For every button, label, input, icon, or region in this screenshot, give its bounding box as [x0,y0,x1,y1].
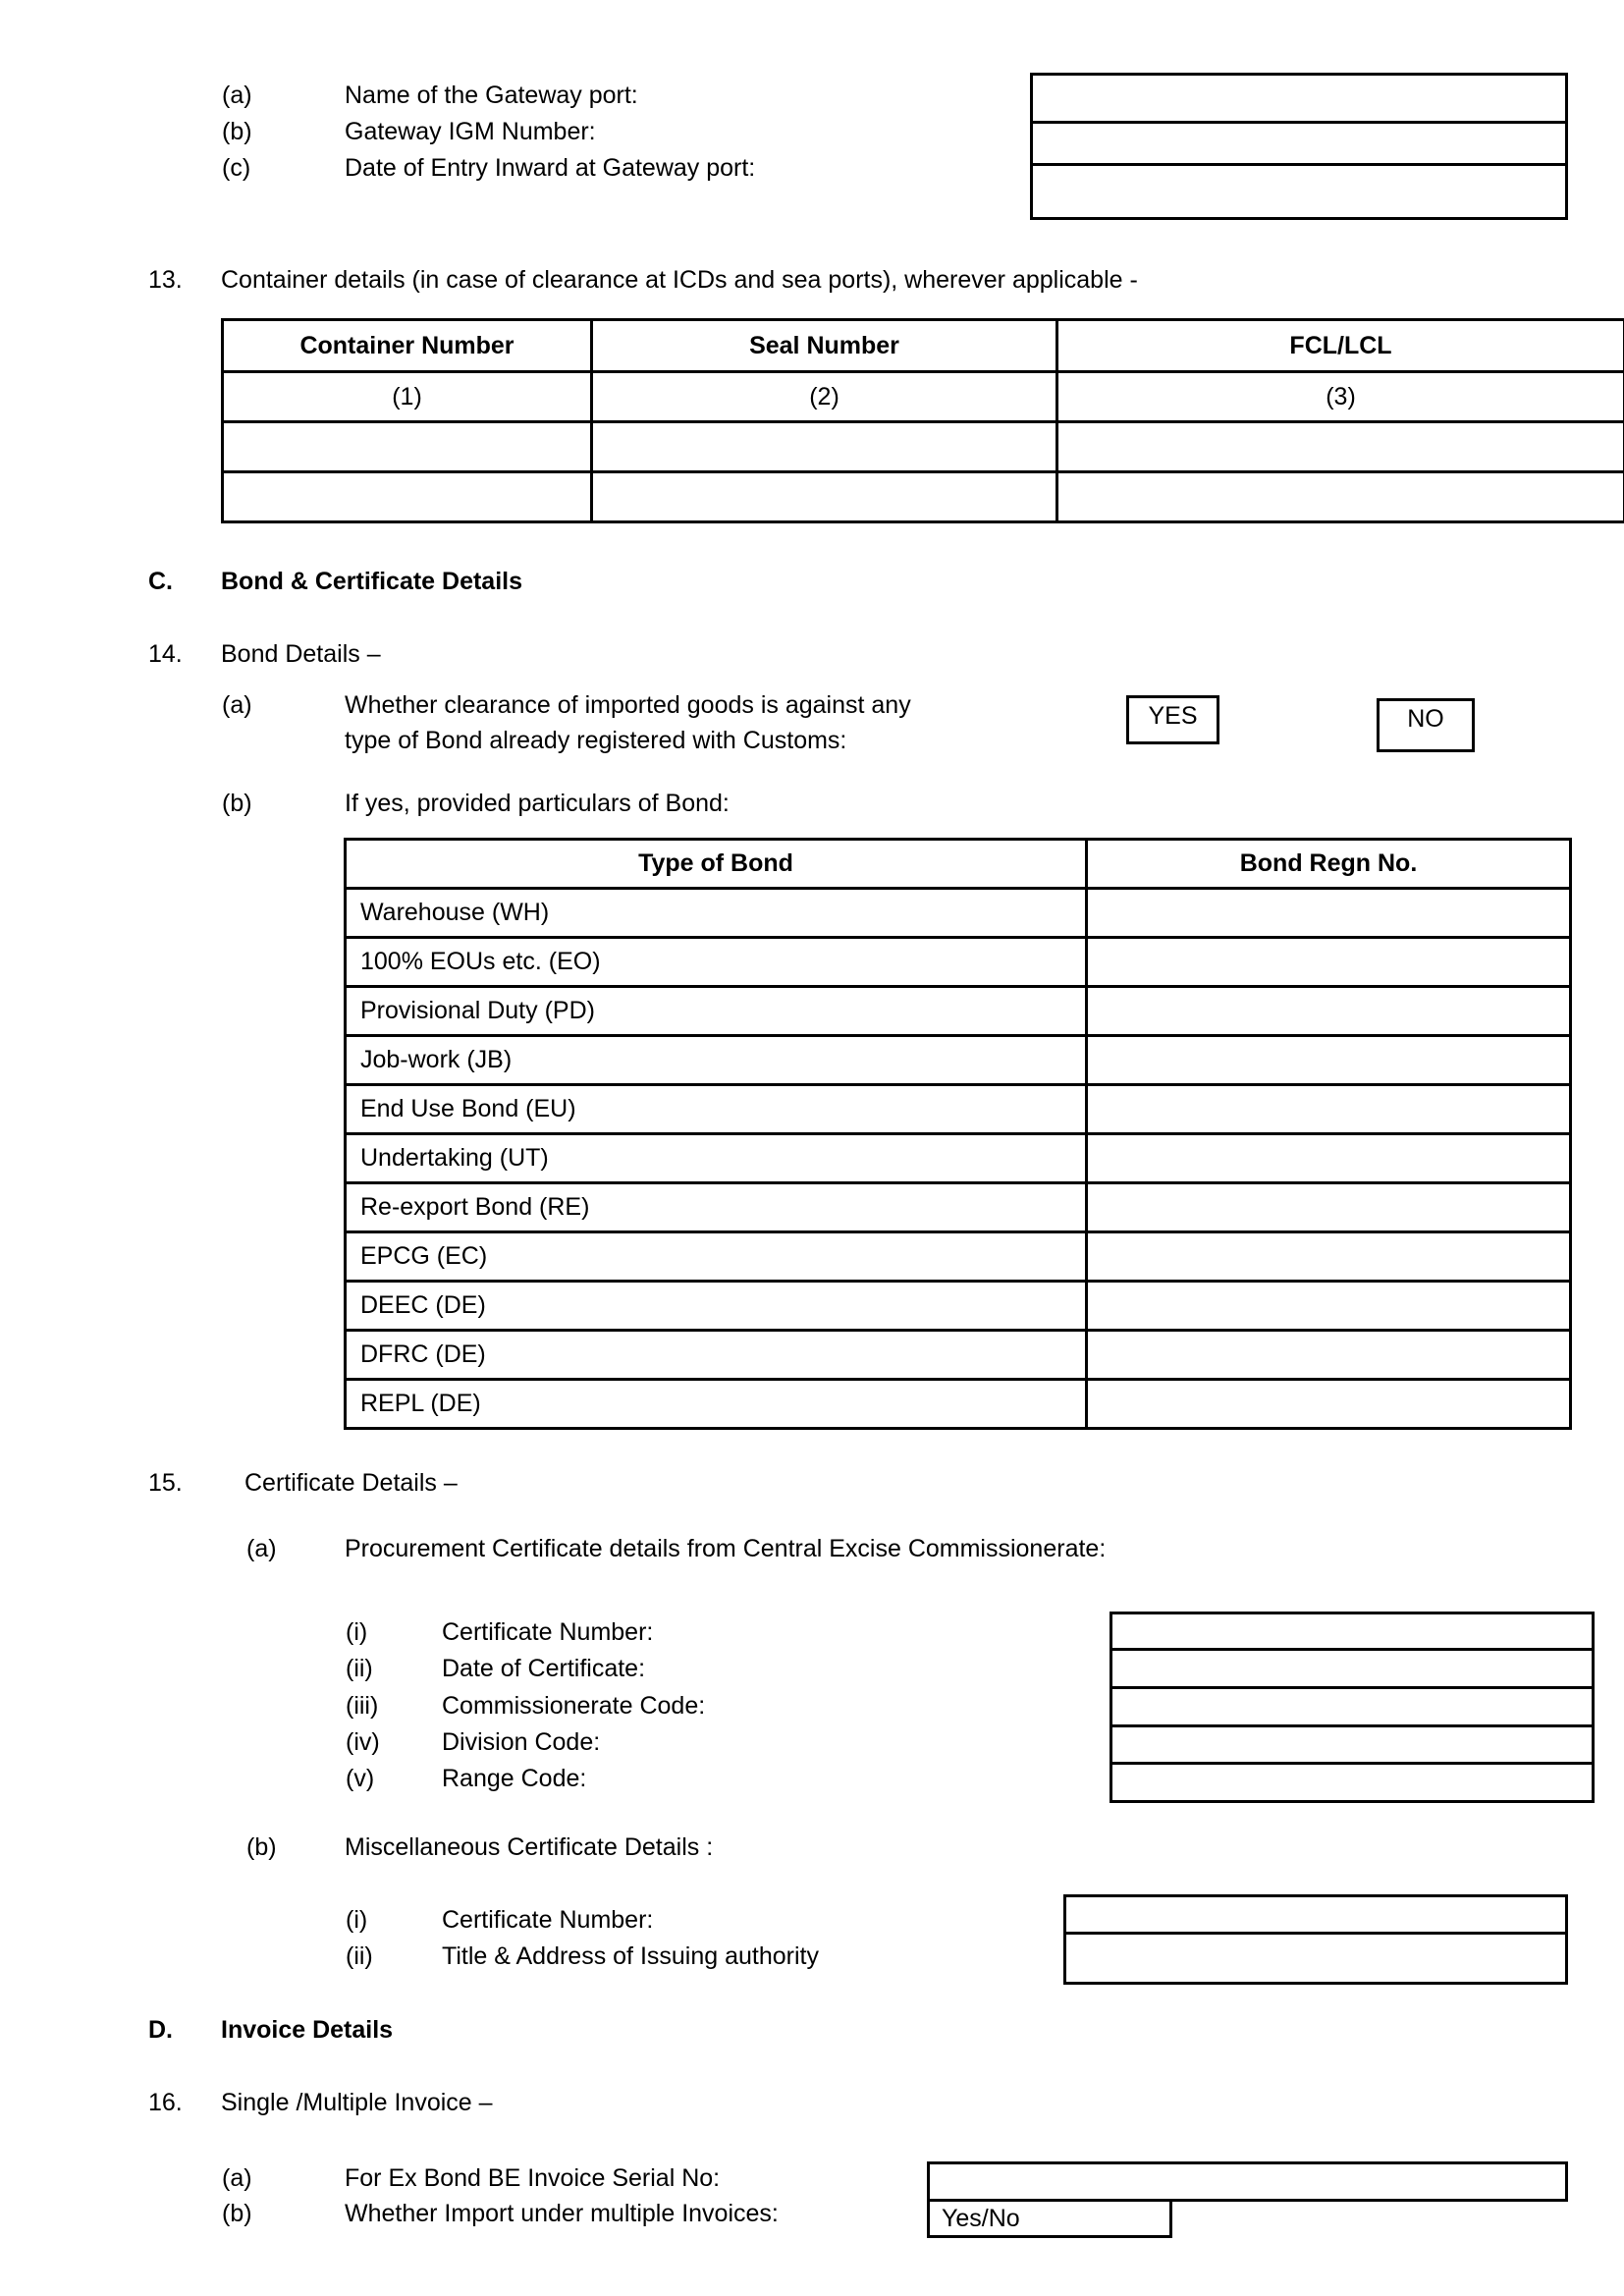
bond-regn-cell[interactable] [1087,1036,1571,1085]
item-15a-marker: (a) [246,1535,277,1562]
item-15b-marker: (b) [246,1833,277,1861]
misc-certificate-number-label: Certificate Number: [442,1906,654,1934]
table-row [346,1036,1571,1085]
header-bond-regn-no: Bond Regn No. [1087,840,1571,889]
item-14-label: Bond Details – [221,640,381,668]
bond-regn-cell[interactable] [1087,889,1571,938]
table-row [346,1085,1571,1134]
proc-certificate-number-field[interactable] [1112,1614,1592,1649]
bond-type-cell: Job-work (JB) [346,1036,1087,1085]
gateway-igm-label: Gateway IGM Number: [345,118,596,145]
container-table [221,318,1624,523]
bond-regn-cell[interactable] [1087,938,1571,987]
header-type-of-bond: Type of Bond [346,840,1087,889]
bond-type-cell: REPL (DE) [346,1380,1087,1429]
bond-type-cell: DFRC (DE) [346,1331,1087,1380]
item-16-label: Single /Multiple Invoice – [221,2089,493,2116]
item-13-label: Container details (in case of clearance at ICDs and sea ports), wherever applicable - [221,266,1138,294]
multiple-invoices-label: Whether Import under multiple Invoices: [345,2200,779,2227]
bond-no-option[interactable]: NO [1377,698,1475,752]
section-d-letter: D. [148,2016,173,2044]
container-table-header [223,320,1624,372]
item-14-number: 14. [148,640,183,668]
bond-type-cell: Re-export Bond (RE) [346,1183,1087,1232]
bond-table-header [346,840,1571,889]
proc-range-code-label: Range Code: [442,1765,587,1792]
proc-commissionerate-code-label: Commissionerate Code: [442,1692,706,1720]
gateway-marker-c: (c) [222,154,251,182]
header-seal-number: Seal Number [592,320,1057,372]
item-15b-label: Miscellaneous Certificate Details : [345,1833,714,1861]
table-row [346,1380,1571,1429]
gateway-igm-field[interactable] [1033,124,1565,164]
bond-type-cell: Undertaking (UT) [346,1134,1087,1183]
proc-marker-i: (i) [346,1618,368,1646]
item-16b-marker: (b) [222,2200,252,2227]
bond-regn-cell[interactable] [1087,987,1571,1036]
gateway-port-field[interactable] [1033,76,1565,122]
bond-regn-cell[interactable] [1087,1232,1571,1282]
multiple-invoices-field[interactable]: Yes/No [927,2199,1172,2238]
table-row [346,1282,1571,1331]
bond-yes-option[interactable]: YES [1126,695,1219,744]
table-row [346,987,1571,1036]
bond-type-cell: DEEC (DE) [346,1282,1087,1331]
proc-division-code-field[interactable] [1112,1727,1592,1762]
item-14b-label: If yes, provided particulars of Bond: [345,790,730,817]
gateway-marker-b: (b) [222,118,252,145]
misc-marker-ii: (ii) [346,1942,373,1970]
section-c-letter: C. [148,568,173,595]
item-13-number: 13. [148,266,183,294]
bond-regn-cell[interactable] [1087,1331,1571,1380]
misc-issuing-authority-field[interactable] [1066,1935,1565,1982]
invoice-serial-field[interactable] [927,2161,1568,2202]
item-15-label: Certificate Details – [244,1469,458,1497]
bond-type-cell: Warehouse (WH) [346,889,1087,938]
container-number-cell[interactable] [223,422,592,472]
gateway-port-label: Name of the Gateway port: [345,82,638,109]
table-row [346,1183,1571,1232]
gateway-entry-date-field[interactable] [1033,166,1565,217]
container-number-cell[interactable] [223,472,592,522]
proc-certificate-date-field[interactable] [1112,1651,1592,1686]
seal-number-cell[interactable] [592,422,1057,472]
seal-number-cell[interactable] [592,472,1057,522]
bond-regn-cell[interactable] [1087,1134,1571,1183]
proc-marker-v: (v) [346,1765,375,1792]
item-16a-marker: (a) [222,2164,252,2192]
bond-type-cell: EPCG (EC) [346,1232,1087,1282]
proc-commissionerate-code-field[interactable] [1112,1689,1592,1724]
header-container-number: Container Number [223,320,592,372]
gateway-entry-date-label: Date of Entry Inward at Gateway port: [345,154,756,182]
index-cell: (3) [1057,372,1624,422]
item-15a-label: Procurement Certificate details from Central Excise Commissionerate: [345,1535,1107,1562]
proc-marker-iii: (iii) [346,1692,379,1720]
proc-certificate-number-label: Certificate Number: [442,1618,654,1646]
bond-type-cell: End Use Bond (EU) [346,1085,1087,1134]
item-14a-question-line1: Whether clearance of imported goods is against any [345,691,911,719]
item-14a-marker: (a) [222,691,252,719]
table-row [346,1134,1571,1183]
proc-marker-ii: (ii) [346,1655,373,1682]
table-row [346,938,1571,987]
bond-regn-cell[interactable] [1087,1282,1571,1331]
bond-regn-cell[interactable] [1087,1085,1571,1134]
bond-regn-cell[interactable] [1087,1380,1571,1429]
proc-range-code-field[interactable] [1112,1765,1592,1800]
index-cell: (2) [592,372,1057,422]
bond-table [344,838,1572,1430]
proc-certificate-date-label: Date of Certificate: [442,1655,646,1682]
misc-issuing-authority-label: Title & Address of Issuing authority [442,1942,819,1970]
table-row [346,889,1571,938]
bond-type-cell: Provisional Duty (PD) [346,987,1087,1036]
misc-marker-i: (i) [346,1906,368,1934]
bond-type-cell: 100% EOUs etc. (EO) [346,938,1087,987]
table-row [346,1331,1571,1380]
proc-division-code-label: Division Code: [442,1728,601,1756]
table-row [223,422,1624,472]
invoice-serial-label: For Ex Bond BE Invoice Serial No: [345,2164,721,2192]
gateway-marker-a: (a) [222,82,252,109]
header-fcl-lcl: FCL/LCL [1057,320,1624,372]
item-16-number: 16. [148,2089,183,2116]
section-d-title: Invoice Details [221,2016,394,2044]
item-15-number: 15. [148,1469,183,1497]
proc-marker-iv: (iv) [346,1728,380,1756]
item-14a-question-line2: type of Bond already registered with Customs: [345,727,847,754]
section-c-title: Bond & Certificate Details [221,568,523,595]
fcl-lcl-cell[interactable] [1057,472,1624,522]
table-row [223,472,1624,522]
bond-regn-cell[interactable] [1087,1183,1571,1232]
misc-certificate-number-field[interactable] [1066,1897,1565,1932]
index-cell: (1) [223,372,592,422]
item-14b-marker: (b) [222,790,252,817]
table-row [346,1232,1571,1282]
fcl-lcl-cell[interactable] [1057,422,1624,472]
container-table-index-row [223,372,1624,422]
